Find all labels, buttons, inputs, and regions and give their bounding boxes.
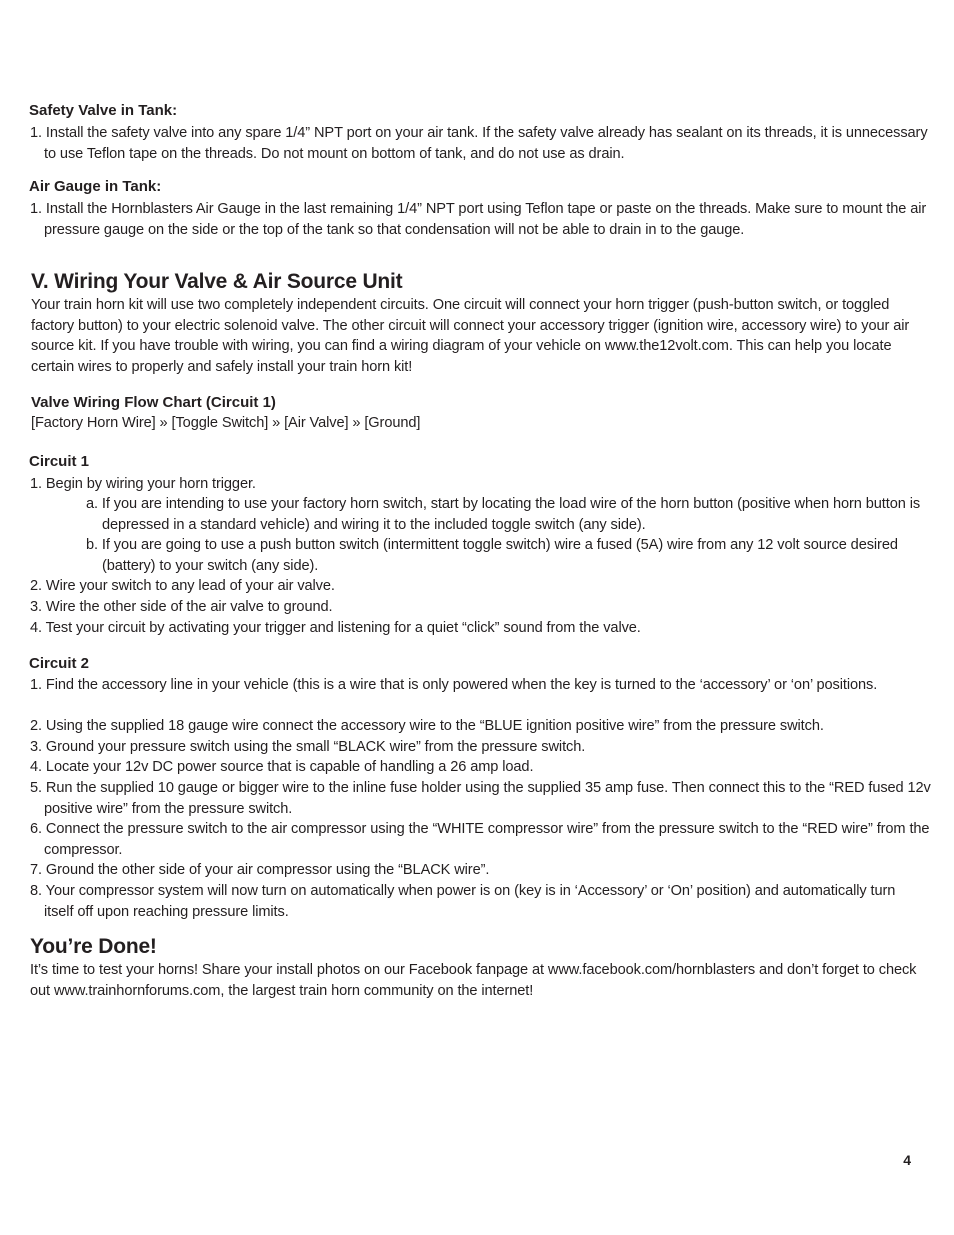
circuit-2-heading: Circuit 2 [29, 655, 90, 672]
air-gauge-heading: Air Gauge in Tank: [29, 178, 162, 195]
circuit-2-step-8: 8. Your compressor system will now turn on automatically when power is on (key is in ‘Accessory’ or ‘On’ position) and automatically turn itself off upon reaching pressure limits. [30, 883, 896, 920]
done-heading: You’re Done! [30, 935, 157, 958]
circuit-2-step-2: 2. Using the supplied 18 gauge wire connect the accessory wire to the “BLUE ignition positive wire” from the pressure switch. [30, 718, 824, 734]
flow-chart-text: [Factory Horn Wire] » [Toggle Switch] » [Air Valve] » [Ground] [31, 415, 421, 431]
wiring-section-heading: V. Wiring Your Valve & Air Source Unit [31, 270, 403, 293]
safety-valve-step-1: 1. Install the safety valve into any spare 1/4” NPT port on your air tank. If the safety valve already has sealant on its threads, it is unnecessary to use Teflon tape on the threads. Do not mount on bottom of tank, and do not use as drain. [30, 125, 928, 162]
circuit-2-step-4: 4. Locate your 12v DC power source that is capable of handling a 26 amp load. [30, 759, 534, 775]
circuit-1-step-4: 4. Test your circuit by activating your trigger and listening for a quiet “click” sound from the valve. [30, 620, 641, 636]
circuit-1-step-1b: b. If you are going to use a push button switch (intermittent toggle switch) wire a fused (5A) wire from any 12 volt source desired (battery) to your switch (any side). [86, 537, 898, 574]
circuit-1-step-1a: a. If you are intending to use your factory horn switch, start by locating the load wire of the horn button (positive when horn button is depressed in a standard vehicle) and wiring it to the included toggle switch (any side). [86, 496, 921, 533]
circuit-2-step-5: 5. Run the supplied 10 gauge or bigger wire to the inline fuse holder using the supplied 35 amp fuse. Then connect this to the “RED fused 12v positive wire” from the pressure switch. [30, 780, 931, 817]
circuit-1-heading: Circuit 1 [29, 453, 90, 470]
circuit-1-step-3: 3. Wire the other side of the air valve to ground. [30, 599, 333, 615]
circuit-1-step-2: 2. Wire your switch to any lead of your air valve. [30, 578, 335, 594]
wiring-intro-paragraph: Your train horn kit will use two completely independent circuits. One circuit will connect your horn trigger (push-button switch, or toggled factory button) to your electric solenoid valve. The other circuit will connect your accessory trigger (ignition wire, accessory wire) to your air source kit. If you have trouble with wiring, you can find a wiring diagram of your vehicle on www.the12volt.com. This can help you locate certain wires to properly and safely install your train horn kit! [31, 297, 910, 375]
circuit-1-step-1: 1. Begin by wiring your horn trigger. [30, 476, 256, 492]
circuit-2-step-6: 6. Connect the pressure switch to the air compressor using the “WHITE compressor wire” from the pressure switch to the “RED wire” from the compressor. [30, 821, 930, 858]
circuit-2-step-7: 7. Ground the other side of your air compressor using the “BLACK wire”. [30, 862, 490, 878]
air-gauge-step-1: 1. Install the Hornblasters Air Gauge in the last remaining 1/4” NPT port using Teflon tape or paste on the threads. Make sure to mount the air pressure gauge on the side or the top of the tank so that condensation will not be able to drain in to the gauge. [30, 201, 927, 238]
page-number: 4 [903, 1152, 911, 1168]
done-paragraph: It’s time to test your horns! Share your install photos on our Facebook fanpage at www.facebook.com/hornblasters and don’t forget to check out www.trainhornforums.com, the largest train horn community on the internet! [30, 962, 917, 999]
safety-valve-heading: Safety Valve in Tank: [29, 102, 178, 119]
circuit-2-step-3: 3. Ground your pressure switch using the small “BLACK wire” from the pressure switch. [30, 739, 586, 755]
circuit-2-step-1: 1. Find the accessory line in your vehicle (this is a wire that is only powered when the key is turned to the ‘accessory’ or ‘on’ positions. [30, 677, 878, 693]
flow-chart-heading: Valve Wiring Flow Chart (Circuit 1) [31, 394, 276, 411]
